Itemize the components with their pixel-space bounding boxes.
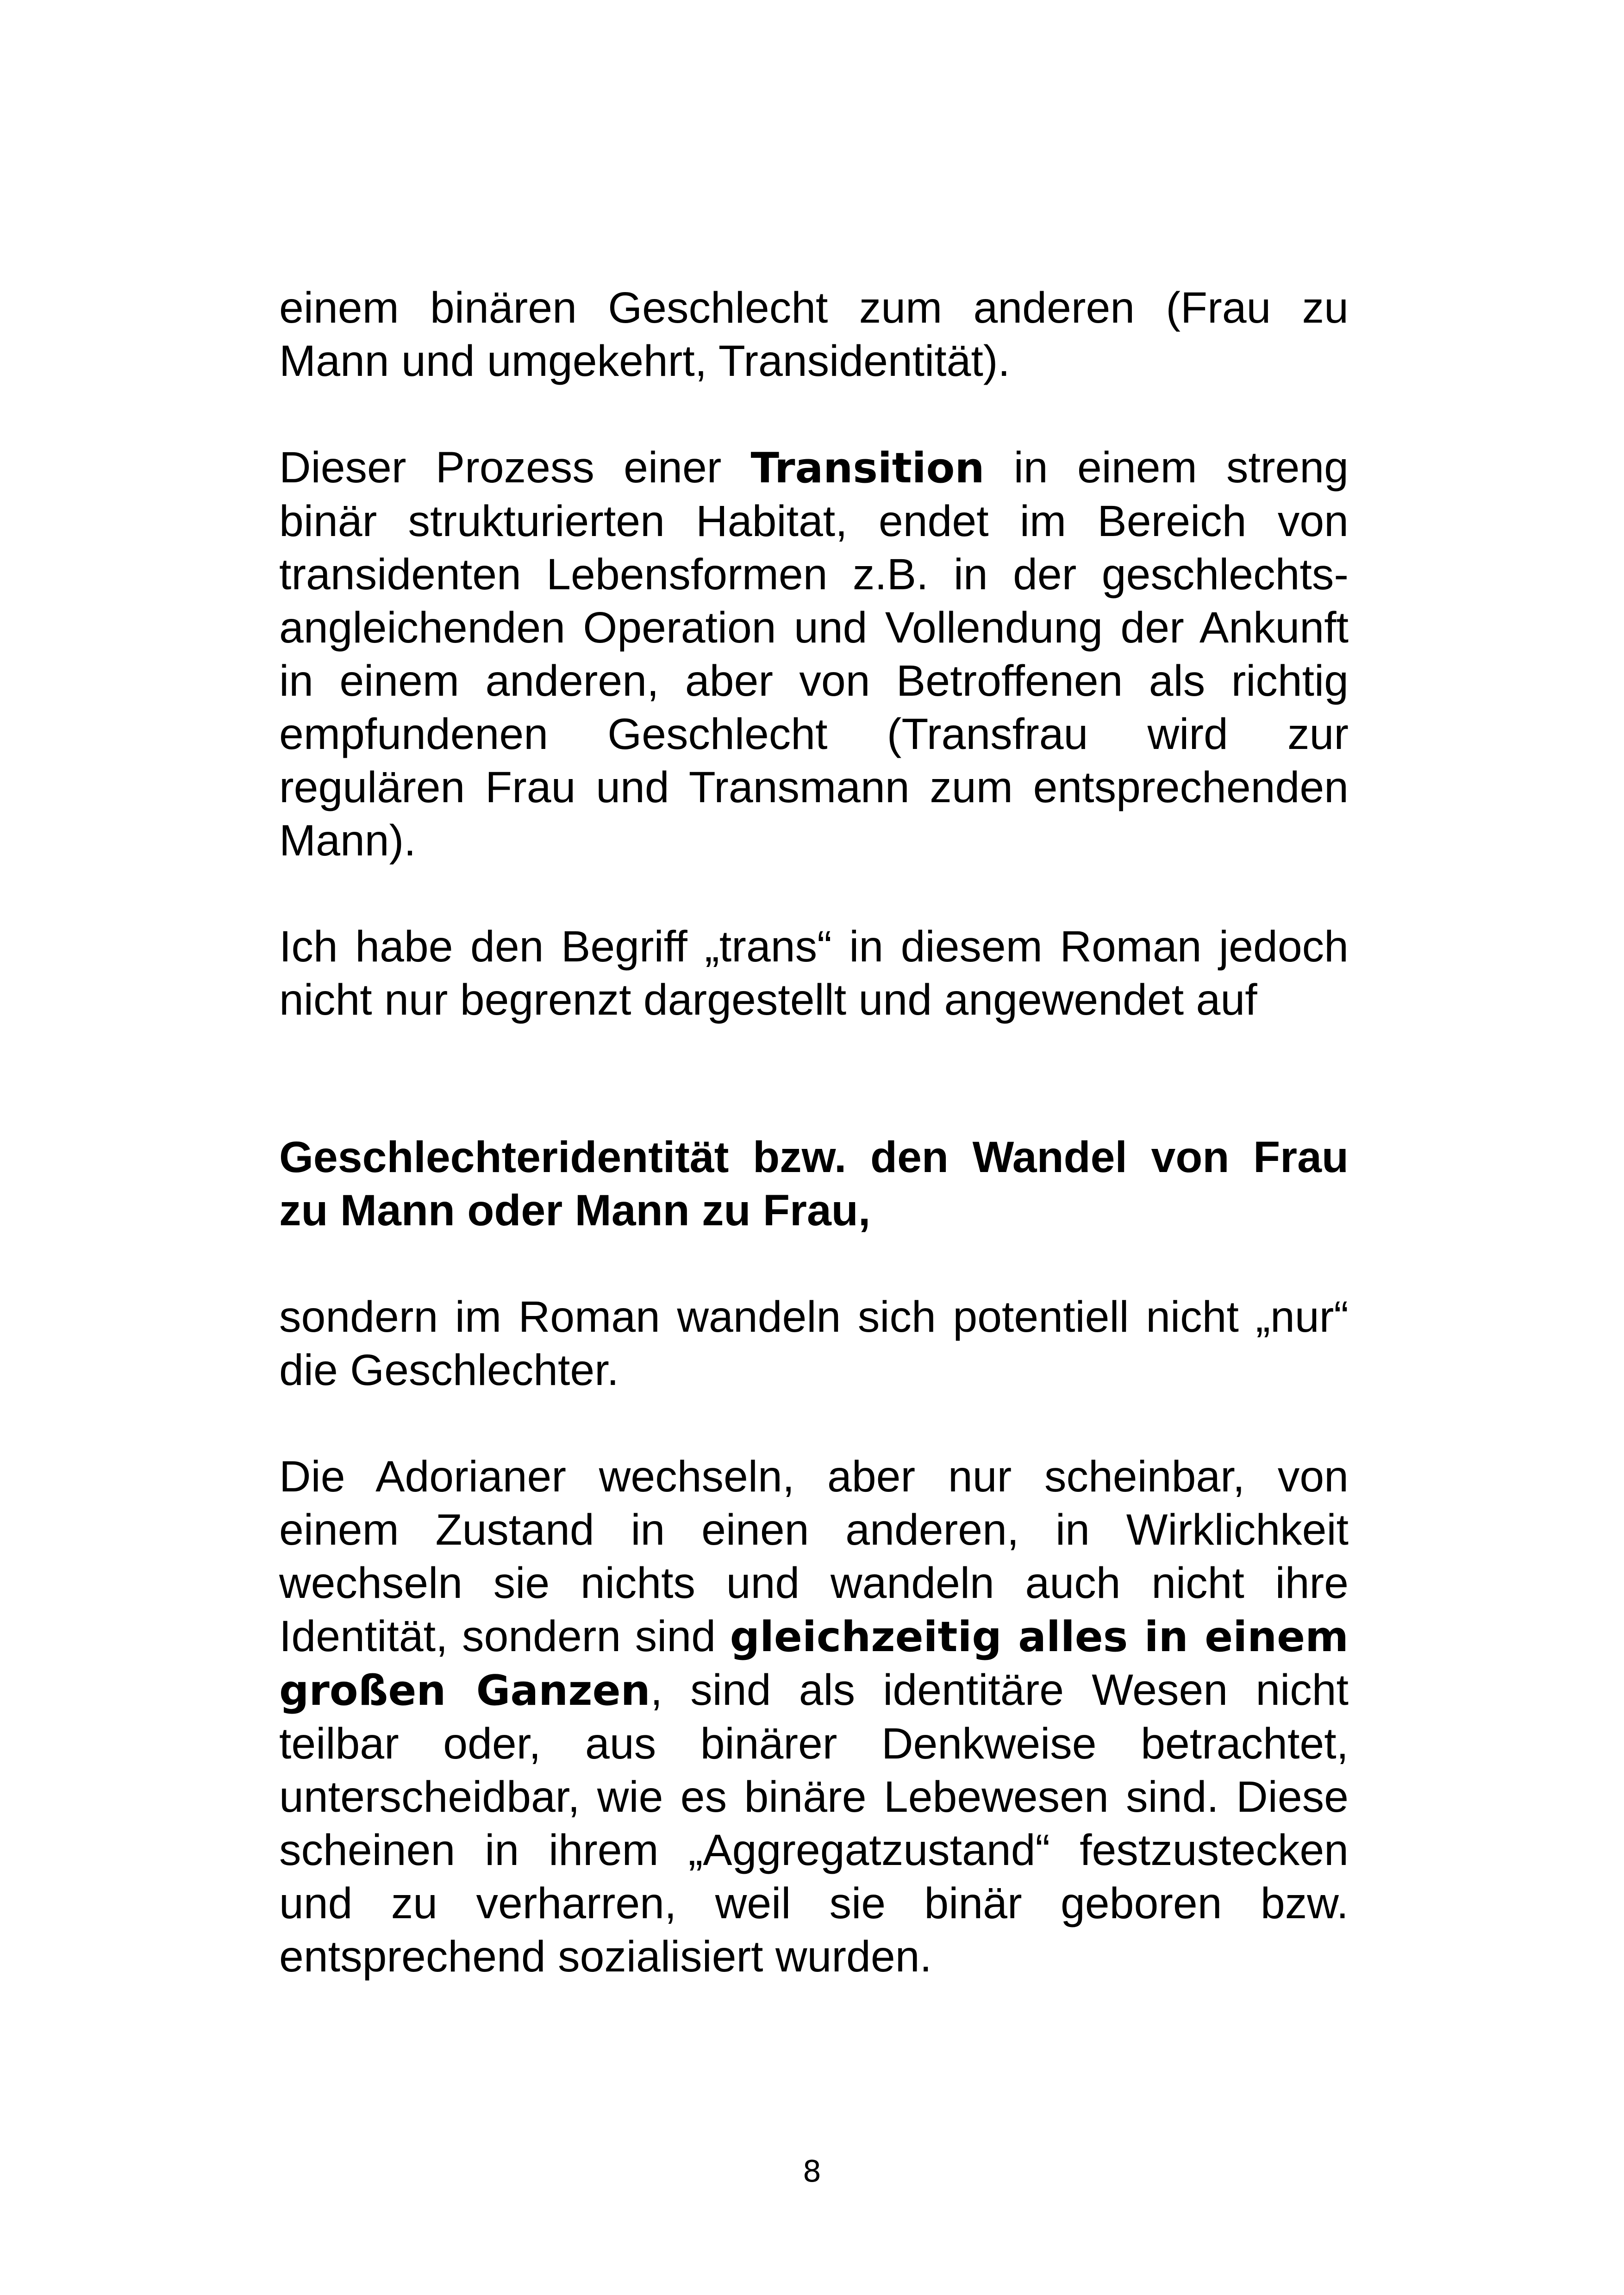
paragraph-transition-text-end: in einem streng binär strukturierten Habitat, endet im Bereich von transidenten Lebensformen z.B. in der geschlechts-angleichenden Operation und Vollendung der Ankunft in einem anderen, aber von Betroffenen als richtig empfundenen Geschlecht (Transfrau wird zur regulären Frau und Transmann zum entsprechenden Mann). (279, 443, 1349, 865)
paragraph-adorianer-text-end: , sind als identitäre Wesen nicht teilbar oder, aus binärer Denkweise betrachtet, unterscheidbar, wie es binäre Lebewesen sind. Diese scheinen in ihrem „Aggregatzustand“ festzustecken und zu verharren, weil sie binär geboren bzw. entsprechend sozialisiert wurden. (279, 1665, 1349, 1981)
paragraph-trans-term-text: Ich habe den Begriff „trans“ in diesem Roman jedoch nicht nur begrenzt dargestellt und angewendet auf (279, 922, 1349, 1024)
paragraph-novel-change (279, 1291, 1349, 1397)
page-number: 8 (802, 2155, 822, 2189)
paragraph-transition-text-start: Dieser Prozess einer (279, 443, 751, 492)
paragraph-trans-term (279, 920, 1349, 1027)
paragraph-gender-identity-bold (279, 1131, 1349, 1237)
transition-keyword: Transition (750, 444, 985, 493)
paragraph-transition (279, 441, 1349, 867)
whole-keyword: gleichzeitig alles in einem großen Ganzen (279, 1613, 1349, 1715)
paragraph-continuation (279, 281, 1349, 388)
paragraph-adorianer (279, 1450, 1349, 1983)
paragraph-gender-identity-text: Geschlechteridentität bzw. den Wandel von Frau zu Mann oder Mann zu Frau, (279, 1133, 1349, 1235)
paragraph-continuation-text: einem binären Geschlecht zum anderen (Frau zu Mann und umgekehrt, Transidentität). (279, 283, 1349, 386)
paragraph-adorianer-text-start: Die Adorianer wechseln, aber nur scheinbar, von einem Zustand in einen anderen, in Wirklichkeit wechseln sie nichts und wandeln auch nicht ihre Identität, sondern sind (279, 1452, 1349, 1661)
paragraph-novel-change-text: sondern im Roman wandeln sich potentiell nicht „nur“ die Geschlechter. (279, 1292, 1349, 1395)
